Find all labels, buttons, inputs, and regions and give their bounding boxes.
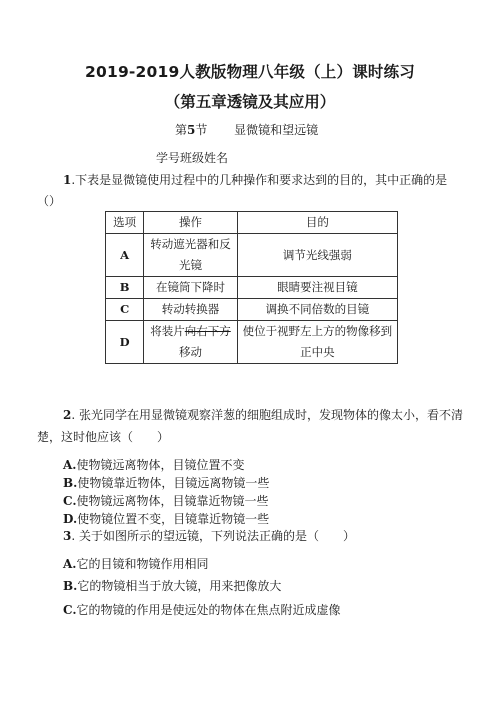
question-1-answer-bracket: （） (37, 194, 62, 208)
table-operation-cell (144, 321, 237, 364)
struck-through-text: 向右下方 (184, 324, 231, 338)
choice-letter: A. (63, 557, 77, 571)
section-prefix: 第 (175, 123, 188, 137)
operation-text-end: 移动 (179, 345, 202, 359)
question-2-choice-c (63, 492, 269, 509)
choice-letter: C. (63, 494, 77, 508)
operations-table (105, 211, 398, 364)
choice-text: 它的物镜的作用是使远处的物体在焦点附近成虚像 (76, 603, 341, 617)
table-row (106, 321, 398, 364)
choice-text: 它的目镜和物镜作用相同 (76, 557, 209, 571)
question-2-choice-a (63, 456, 245, 473)
question-1-number: 1 (63, 173, 72, 187)
question-3-choice-a (63, 555, 209, 572)
choice-text: 使物镜远离物体，目镜位置不变 (76, 458, 245, 472)
choice-text: 使物镜位置不变，目镜靠近物镜一些 (77, 512, 270, 526)
choice-text: 使物镜靠近物体，目镜远离物镜一些 (77, 476, 270, 490)
student-info-line: 学号班级姓名 (156, 151, 229, 165)
table-option-cell: B (106, 277, 144, 299)
question-2-choice-d (63, 510, 269, 527)
choice-letter: A. (63, 458, 77, 472)
table-header-cell: 操作 (144, 212, 237, 234)
table-goal-cell: 调节光线强弱 (237, 234, 397, 277)
choice-letter: D. (63, 512, 78, 526)
table-header-cell: 目的 (237, 212, 397, 234)
question-3-number: 3 (63, 529, 72, 543)
operation-text-start: 将装片 (150, 324, 185, 338)
table-row (106, 234, 398, 277)
question-2-stem-continued: 楚，这时他应该（ ） (37, 430, 170, 444)
question-3-text: . 关于如图所示的望远镜，下列说法正确的是（ ） (71, 529, 355, 543)
table-operation-cell: 转动转换器 (144, 299, 237, 321)
choice-letter: B. (63, 579, 78, 593)
choice-text: 使物镜远离物体，目镜靠近物镜一些 (76, 494, 269, 508)
section-number: 5 (187, 123, 196, 137)
question-3-choice-c (63, 601, 341, 618)
chapter-subtitle: （第五章透镜及其应用） (164, 93, 336, 111)
table-goal-cell: 调换不同倍数的目镜 (237, 299, 397, 321)
question-2-stem (63, 406, 463, 423)
choice-letter: C. (63, 603, 77, 617)
table-header-cell: 选项 (106, 212, 144, 234)
choice-text: 它的物镜相当于放大镜，用来把像放大 (77, 579, 282, 593)
section-heading (175, 121, 318, 138)
question-3-stem (63, 527, 355, 544)
table-option-cell: D (106, 321, 144, 364)
choice-letter: B. (63, 476, 78, 490)
table-header-row (106, 212, 398, 234)
table-option-cell: A (106, 234, 144, 277)
table-option-cell: C (106, 299, 144, 321)
worksheet-title: 2019-2019人教版物理八年级（上）课时练习 (84, 63, 415, 81)
table-row (106, 277, 398, 299)
table-goal-cell: 眼睛要注视目镜 (237, 277, 397, 299)
table-goal-cell: 使位于视野左上方的物像移到正中央 (237, 321, 397, 364)
table-operation-cell: 在镜筒下降时 (144, 277, 237, 299)
question-2-choice-b (63, 474, 269, 491)
section-name: 显微镜和望远镜 (234, 123, 319, 137)
question-1-stem (63, 171, 447, 188)
table-row (106, 299, 398, 321)
table-operation-cell: 转动遮光器和反光镜 (144, 234, 237, 277)
question-3-choice-b (63, 577, 281, 594)
question-2-number: 2 (63, 408, 72, 422)
question-1-text: .下表是显微镜使用过程中的几种操作和要求达到的目的，其中正确的是 (71, 173, 448, 187)
section-suffix: 节 (195, 123, 208, 137)
question-2-text: . 张光同学在用显微镜观察洋葱的细胞组成时，发现物体的像太小，看不清 (71, 408, 463, 422)
